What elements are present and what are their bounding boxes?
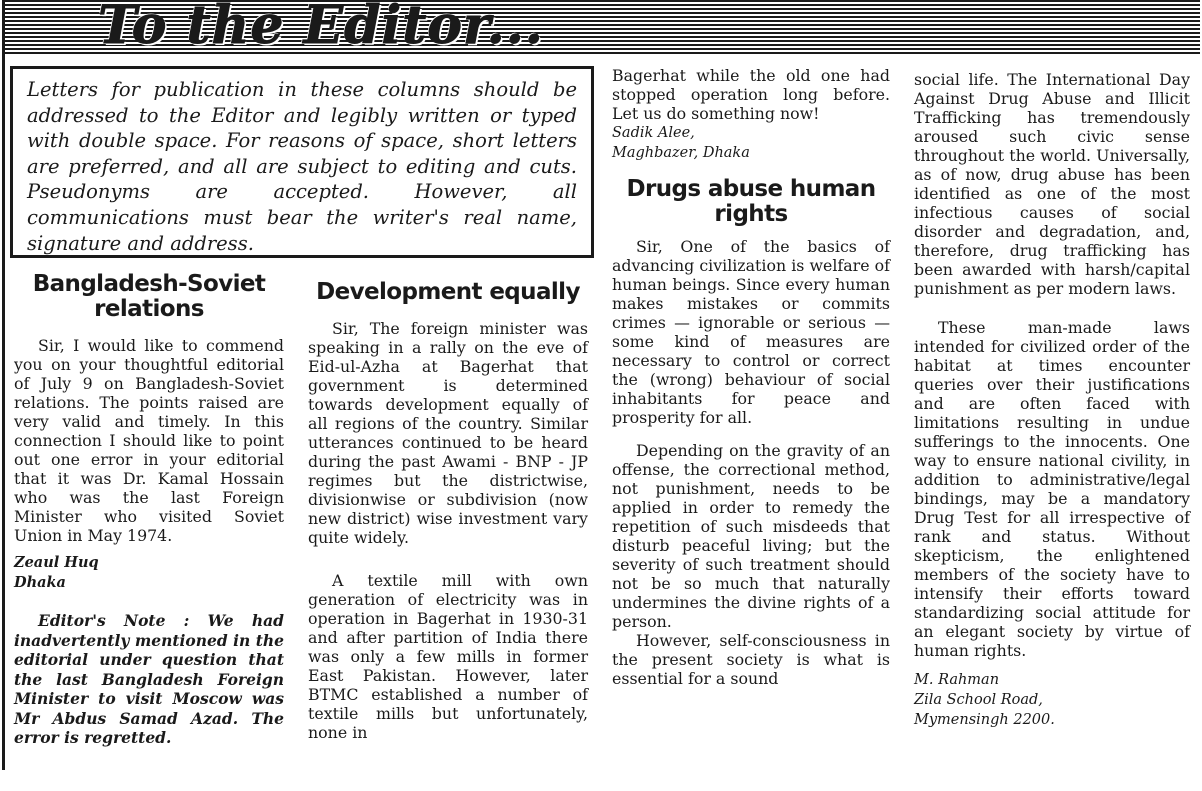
- letter-development-equally: [308, 280, 588, 742]
- letter-paragraph: A textile mill with own generation of electricity was in operation in Bagerhat in 1930-31 and after partition of India there was only a few mills in former East Pakistan. However, later BTMC established a number of textile mills but unfortunately, none in: [308, 571, 588, 742]
- letter-continuation: social life. The International Day Against Drug Abuse and Illicit Trafficking has tremendously aroused such civic sense throughout the world. Universally, as of now, drug abuse has been identified as one of the most infectious causes of social disorder and degradation, and, therefore, drug trafficking has been awarded with harsh/capital punishment as per modern laws.: [914, 70, 1190, 298]
- letter-body: Sir, I would like to commend you on your thoughtful editorial of July 9 on Bangladesh-Soviet relations. The points raised are very valid and timely. In this connection I should like to point out one error in your editorial that it was Dr. Kamal Hossain who was the last Foreign Minister who visited Soviet Union in May 1974.: [14, 336, 284, 545]
- signature-place: Mymensingh 2200.: [914, 712, 1055, 728]
- letter-paragraph: These man-made laws intended for civilized order of the habitat at times encounter queries over their justifications and are often faced with limitations resulting in undue sufferings to the innocents. One way to ensure national civility, in addition to administrative/legal bindings, may be a mandatory Drug Test for all irrespective of rank and status. Without skepticism, the enlightened members of the society have to intensify their efforts toward standardizing social attitude for an elegant society by virtue of human rights.: [914, 318, 1190, 660]
- letter-continuation: Bagerhat while the old one had stopped operation long before. Let us do something now!: [612, 66, 890, 123]
- signature-name: Zeaul Huq: [14, 554, 99, 571]
- banner: [2, 0, 1200, 54]
- letter-paragraph: Sir, The foreign minister was speaking in a rally on the eve of Eid-ul-Azha at Bagerhat that government is determined towards development equally of all regions of the country. Similar utterances continued to be heard during the past Awami - BNP - JP regimes but the districtwise, divisionwise or subdivision (now new district) wise investment vary quite widely.: [308, 319, 588, 547]
- signature-street: Zila School Road,: [914, 692, 1043, 708]
- letter-paragraph: Sir, One of the basics of advancing civilization is welfare of human beings. Since every human makes mistakes or commits crimes — ignorable or serious — some kind of measures are necessary to control or correct the (wrong) behaviour of social inhabitants for peace and prosperity for all.: [612, 237, 890, 427]
- letter-paragraph: However, self-consciousness in the present society is what is essential for a sound: [612, 631, 890, 688]
- signature-name: Sadik Alee,: [612, 125, 695, 141]
- letter-headline: Bangladesh-Soviet relations: [32, 271, 266, 322]
- letter-paragraph: Depending on the gravity of an offense, the correctional method, not punishment, needs to be applied in order to remedy the repetition of such misdeeds that disturb peaceful living; but the severity of such treatment should not be so much that naturally undermines the divine rights of a person.: [612, 441, 890, 631]
- signature-place: Dhaka: [14, 574, 66, 591]
- signature-name: M. Rahman: [914, 672, 1000, 688]
- letter-headline: Development equally: [316, 279, 580, 305]
- column-four: [914, 70, 1190, 730]
- letter-bangladesh-soviet: [14, 272, 284, 748]
- section-title: To the Editor...: [98, 0, 544, 54]
- signature-place: Maghbazer, Dhaka: [612, 145, 750, 161]
- column-three: [612, 66, 890, 688]
- letter-headline: Drugs abuse human rights: [626, 176, 876, 227]
- left-rule: [2, 0, 5, 770]
- submission-notice-text: Letters for publication in these columns should be addressed to the Editor and legibly written or typed with double space. For reasons of space, short letters are preferred, and all are subject to editing and cuts. Pseudonyms are accepted. However, all communications must bear the writer's real name, signature and address.: [27, 78, 577, 255]
- submission-notice-box: [10, 66, 594, 258]
- editor-note: Editor's Note : We had inadvertently mentioned in the editorial under question that the last Bangladesh Foreign Minister to visit Moscow was Mr Abdus Samad Azad. The error is regretted.: [14, 611, 284, 747]
